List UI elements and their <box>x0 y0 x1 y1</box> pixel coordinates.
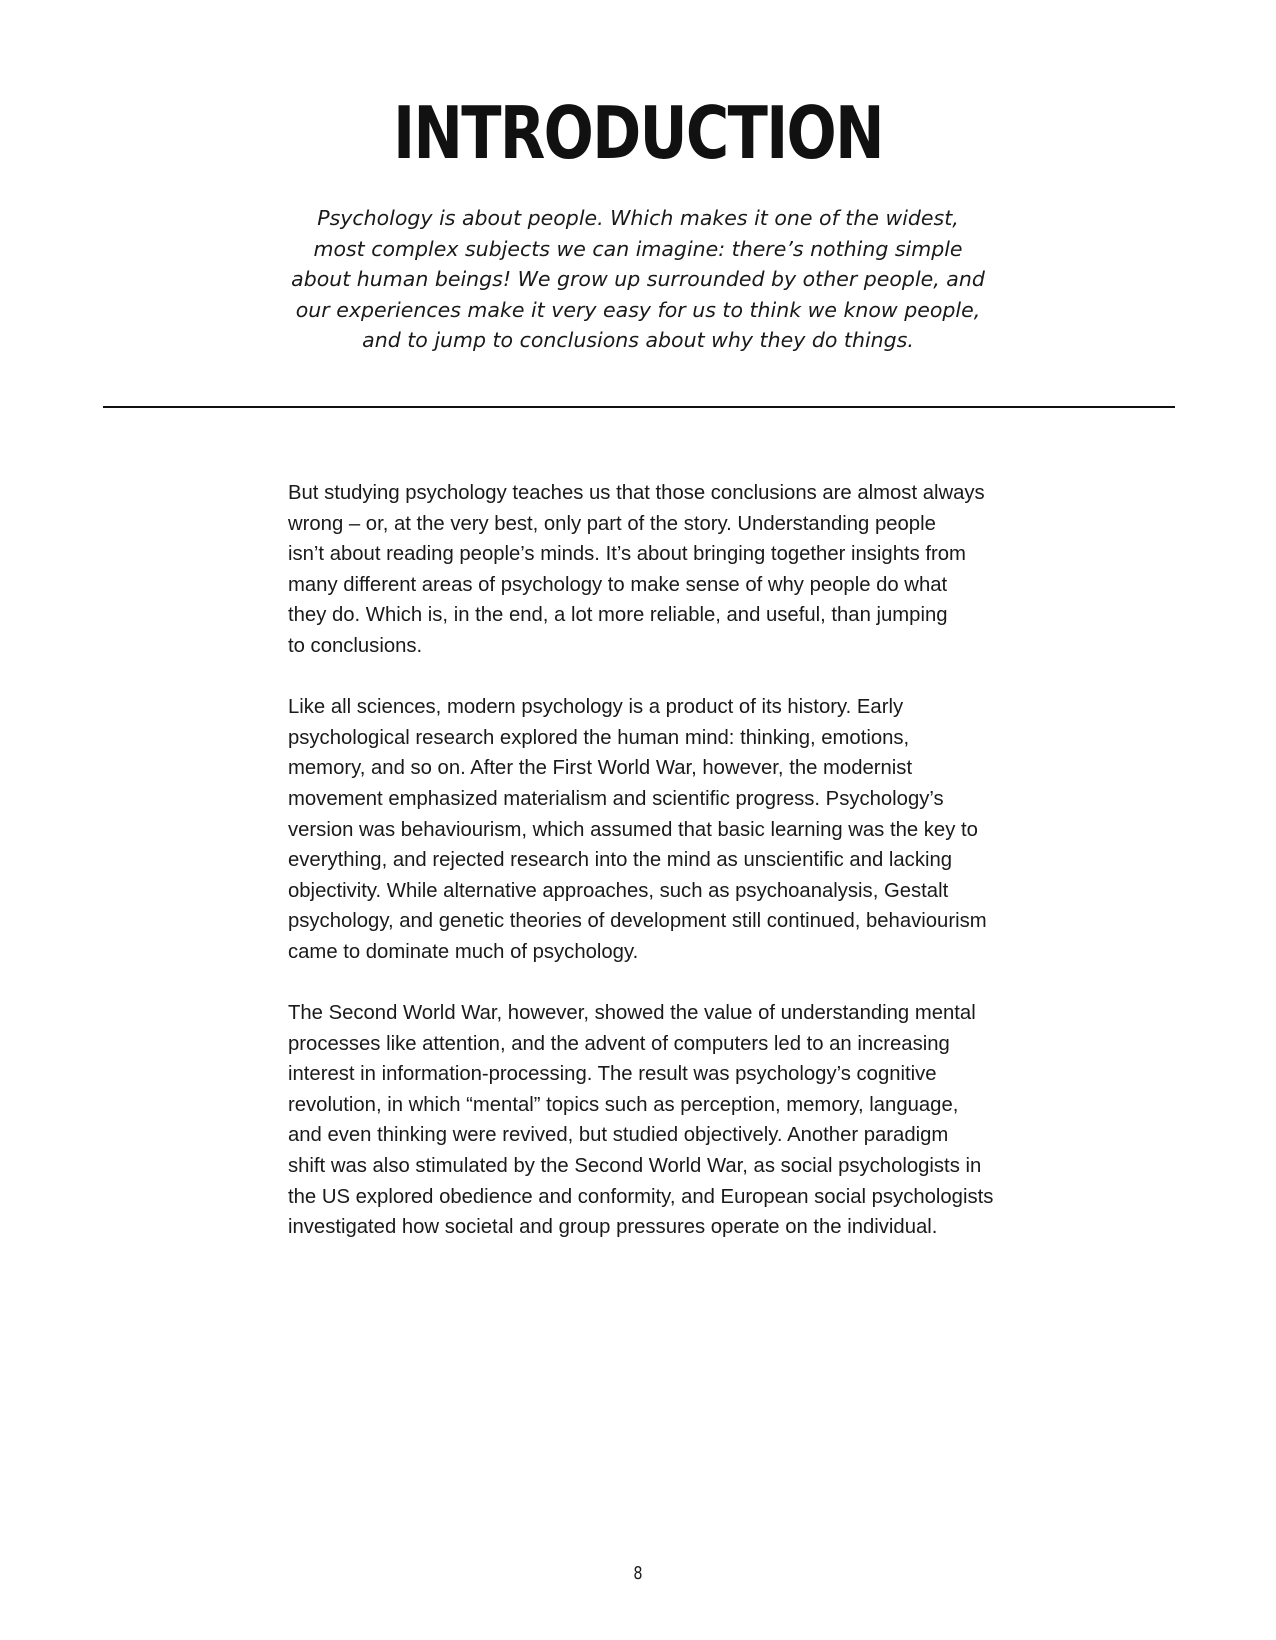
intro-line: about human beings! We grow up surrounded by other people, and <box>291 267 985 291</box>
body-line: and even thinking were revived, but studied objectively. Another paradigm <box>288 1124 949 1147</box>
paragraph-2 <box>288 692 1028 967</box>
body-text <box>288 478 1028 1273</box>
body-line: version was behaviourism, which assumed that basic learning was the key to <box>288 818 978 841</box>
intro-line: our experiences make it very easy for us to think we know people, <box>295 297 981 322</box>
body-line: came to dominate much of psychology. <box>288 940 639 963</box>
body-line: to conclusions. <box>288 634 423 657</box>
paragraph-3 <box>288 998 1028 1243</box>
body-line: processes like attention, and the advent of computers led to an increasing <box>288 1032 950 1055</box>
body-line: memory, and so on. After the First World War, however, the modernist <box>288 757 913 780</box>
body-line: movement emphasized materialism and scientific progress. Psychology’s <box>288 787 944 810</box>
paragraph-1 <box>288 478 1028 662</box>
body-line: many different areas of psychology to make sense of why people do what <box>288 573 948 596</box>
body-line: everything, and rejected research into the mind as unscientific and lacking <box>288 849 953 872</box>
body-line: wrong – or, at the very best, only part of the story. Understanding people <box>288 512 936 535</box>
intro-line: most complex subjects we can imagine: there’s nothing simple <box>313 236 963 261</box>
body-line: But studying psychology teaches us that those conclusions are almost always <box>288 482 985 504</box>
body-line: interest in information-processing. The result was psychology’s cognitive <box>288 1063 937 1086</box>
intro-line: Psychology is about people. Which makes it one of the widest, <box>317 206 959 230</box>
intro-line: and to jump to conclusions about why they do things. <box>362 328 914 352</box>
body-line: Like all sciences, modern psychology is a product of its history. Early <box>288 696 904 719</box>
section-divider <box>103 406 1175 408</box>
body-line: the US explored obedience and conformity, and European social psychologists <box>288 1185 994 1208</box>
page-title: INTRODUCTION <box>393 91 883 175</box>
body-line: The Second World War, however, showed the value of understanding mental <box>288 1002 976 1025</box>
page-number: 8 <box>633 1563 643 1584</box>
body-line: investigated how societal and group pressures operate on the individual. <box>288 1216 938 1239</box>
body-line: revolution, in which “mental” topics such as perception, memory, language, <box>288 1093 959 1116</box>
body-line: isn’t about reading people’s minds. It’s about bringing together insights from <box>288 543 966 566</box>
body-line: psychology, and genetic theories of development still continued, behaviourism <box>288 910 987 933</box>
body-line: shift was also stimulated by the Second World War, as social psychologists in <box>288 1155 982 1178</box>
body-line: they do. Which is, in the end, a lot more reliable, and useful, than jumping <box>288 604 948 627</box>
body-line: psychological research explored the human mind: thinking, emotions, <box>288 726 910 749</box>
body-line: objectivity. While alternative approaches, such as psychoanalysis, Gestalt <box>288 879 949 902</box>
intro-text <box>238 203 1038 356</box>
